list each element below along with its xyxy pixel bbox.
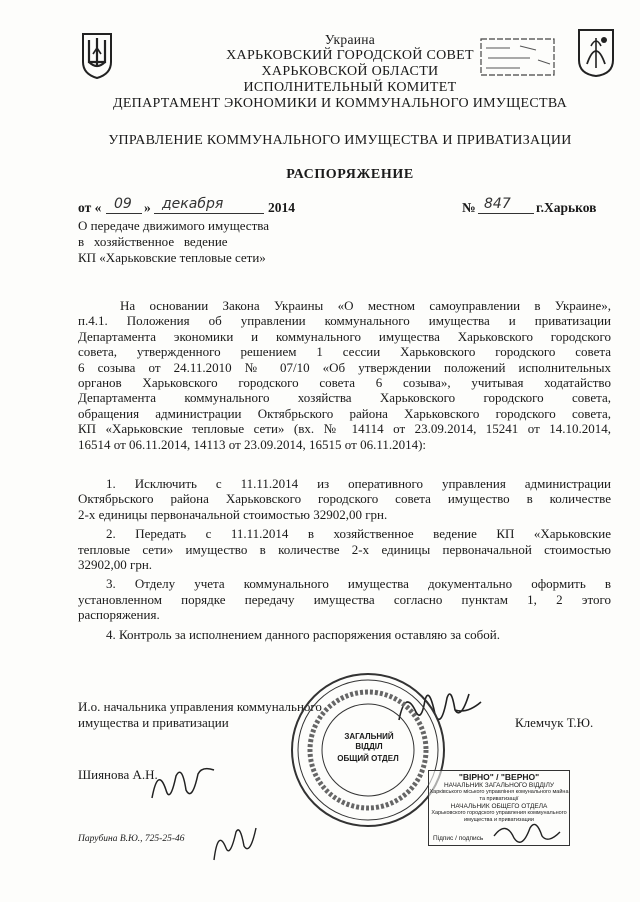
item-3-line: распоряжения. [78, 607, 160, 623]
item-3-line: установленном порядке передачу имущества согласно пунктам 1, 2 этого [78, 591, 611, 607]
signature-title-line-2: имущества и приватизации [78, 715, 229, 730]
signature-title-line-1: И.о. начальника управления коммунального [78, 699, 322, 714]
date-year: 2014 [268, 200, 295, 215]
date-day: 09 [114, 196, 132, 212]
date-month-underline [154, 213, 264, 214]
executor-info: Парубина В.Ю., 725-25-46 [78, 834, 185, 844]
item-2-line: 2. Передать с 11.11.2014 в хозяйственное ведение КП «Харьковские [106, 526, 611, 542]
item-3-line: 3. Отделу учета коммунального имущества документально оформить в [106, 576, 611, 592]
order-items [78, 476, 611, 642]
certified-stamp-line-6: Підпис / подпись [433, 835, 484, 842]
document-type-title: РАСПОРЯЖЕНИЕ [286, 167, 414, 182]
agreed-signature [148, 760, 218, 808]
subject-line-1: О передаче движимого имущества [78, 218, 269, 233]
header-administration: УПРАВЛЕНИЕ КОММУНАЛЬНОГО ИМУЩЕСТВА И ПРИВАТИЗАЦИИ [108, 133, 572, 148]
preamble-line: Департамента экономики и коммунального имущества Харьковского городского [78, 328, 611, 344]
certified-stamp-line-3: Харківського міського управління комунального майна та приватизації [429, 789, 569, 802]
date-day-underline [106, 213, 142, 214]
preamble-line: 16514 от 06.11.2014, 14113 от 23.09.2014, 16515 от 06.11.2014): [78, 436, 427, 452]
preamble-line: КП «Харьковские тепловые сети» (вх. № 14114 от 23.09.2014, 15241 от 14.10.2014, [78, 421, 611, 437]
certified-signature [492, 816, 562, 850]
item-2-line: тепловые сети» имущество в количестве 2-х единицы первоначальной стоимостью [78, 541, 611, 557]
document-number: 847 [484, 196, 511, 212]
certified-stamp-line-2: НАЧАЛЬНИК ЗАГАЛЬНОГО ВІДДІЛУ [443, 782, 555, 789]
preamble-line: совета, утвержденного решением 1 сессии Харьковского городского совета [78, 344, 611, 360]
executor-signature [210, 820, 260, 864]
round-stamp-text-1: ЗАГАЛЬНИЙ [344, 732, 394, 741]
agreed-by: Шиянова А.Н. [78, 767, 158, 782]
preamble [78, 298, 611, 452]
preamble-line: Департамента коммунального хозяйства Харьковского городского совета, [78, 390, 611, 406]
document-city: г.Харьков [536, 200, 597, 215]
certified-stamp-line-5: Харьковского городского управления коммунального имущества и приватизации [431, 810, 567, 823]
date-prefix: от « [78, 200, 102, 215]
preamble-line: На основании Закона Украины «О местном самоуправлении в Украине», [120, 298, 611, 313]
header-council: ХАРЬКОВСКИЙ ГОРОДСКОЙ СОВЕТ [226, 48, 474, 63]
date-close-quote: » [144, 200, 151, 215]
item-1-line: Октябрьского района Харьковского городского совета имущество в количестве [78, 491, 611, 507]
signatory-name: Клемчук Т.Ю. [515, 715, 594, 730]
header-committee: ИСПОЛНИТЕЛЬНЫЙ КОМИТЕТ [243, 80, 457, 95]
item-2-line: 32902,00 грн. [78, 557, 153, 573]
subject-line-3: КП «Харьковские тепловые сети» [78, 250, 266, 265]
header-country: Украина [324, 32, 376, 47]
item-4-line: 4. Контроль за исполнением данного распоряжения оставляю за собой. [106, 626, 500, 642]
date-line [78, 196, 608, 218]
item-1-line: 1. Исключить с 11.11.2014 из оперативного управления администрации [106, 476, 611, 491]
item-1-line: 2-х единицы первоначальной стоимостью 32902,00 грн. [78, 506, 388, 522]
preamble-line: п.4.1. Положения об управлении коммунального имущества и приватизации [78, 313, 611, 329]
certified-stamp-line-1: "ВІРНО" / "ВЕРНО" [458, 772, 540, 782]
preamble-line: органов Харьковского городского совета 6 созыва», учитывая ходатайство [78, 375, 611, 391]
certified-stamp-line-4: НАЧАЛЬНИК ОБЩЕГО ОТДЕЛА [450, 803, 548, 810]
round-official-stamp [288, 670, 448, 830]
subject-line-2: в хозяйственное ведение [78, 234, 228, 249]
number-underline [478, 213, 534, 214]
number-prefix: № [462, 200, 476, 215]
header-department: ДЕПАРТАМЕНТ ЭКОНОМИКИ И КОММУНАЛЬНОГО ИМУЩЕСТВА [112, 96, 568, 111]
preamble-line: 6 созыва от 24.11.2010 № 07/10 «Об утверждении положений исполнительных [78, 359, 611, 375]
header-region: ХАРЬКОВСКОЙ ОБЛАСТИ [261, 64, 439, 79]
preamble-line: обращения администрации Октябрьского района Харьковского городского совета, [78, 405, 611, 421]
date-month: декабря [162, 196, 224, 212]
round-stamp-text-2: ВІДДІЛ [355, 742, 383, 751]
round-stamp-text-3: ОБЩИЙ ОТДЕЛ [337, 754, 399, 763]
